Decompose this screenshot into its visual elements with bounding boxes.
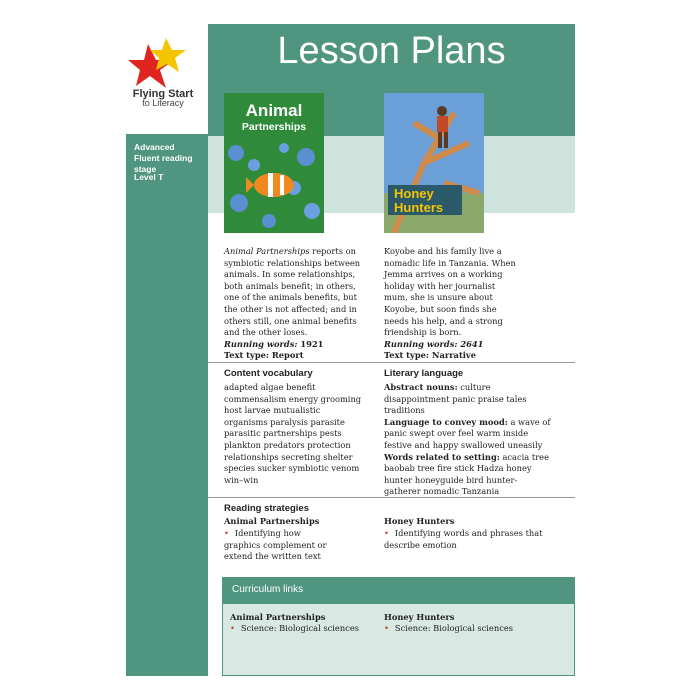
running-words-label: Running words: (384, 338, 458, 349)
bullet-icon: • (230, 623, 235, 633)
text-type-value: Narrative (431, 350, 477, 361)
sidebar (126, 134, 208, 676)
abstract-nouns-value: culture disappointment panic praise tales traditions (384, 382, 527, 416)
abstract-nouns-label: Abstract nouns: (384, 382, 458, 392)
setting-value: acacia tree baobab tree fire stick Hadza honey hunter honeyguide bird hunter-gatherer nomadic Tanzania (384, 451, 549, 497)
text-type-label: Text type: (384, 350, 429, 361)
reading-col2-title: Honey Hunters (384, 516, 455, 526)
content-vocabulary-heading: Content vocabulary (224, 368, 313, 379)
running-words-value: 2641 (460, 338, 484, 349)
bullet-icon: • (224, 528, 229, 538)
section-divider (208, 362, 575, 363)
literary-language-heading: Literary language (384, 368, 464, 379)
cover-title-line1: Honey (394, 186, 434, 201)
reading-col2-bullet: • Identifying words and phrases that describe emotion (384, 528, 543, 550)
cover-title-line2: Hunters (394, 200, 444, 215)
curriculum-col2-title: Honey Hunters (384, 612, 455, 622)
section-divider (208, 497, 575, 498)
setting-label: Words related to setting: (384, 451, 500, 462)
honey-hunters-description (384, 246, 516, 362)
animal-partnerships-cover (224, 93, 324, 233)
literary-language-body (384, 382, 552, 498)
logo-text: Flying Start (132, 88, 194, 100)
content-vocabulary-words: adapted algae benefit commensalism energy grooming host larvae mutualistic organisms paralysis parasite parasitic partnerships pests plankton predators protection relationships secreting shelter species sucker symbiotic venom win–win (224, 382, 362, 485)
curriculum-links-heading: Curriculum links (232, 584, 304, 595)
mood-value: a wave of panic swept over feel warm inside festive and happy swallowed uneasily (384, 416, 551, 450)
running-words-value: 1921 (300, 338, 324, 349)
curriculum-col1-title: Animal Partnerships (230, 612, 326, 622)
bullet-icon: • (384, 623, 389, 633)
level-label: Level T (134, 172, 164, 182)
book-title-italic: Animal Partnerships (224, 246, 310, 256)
mood-label: Language to convey mood: (384, 416, 508, 427)
bullet-icon: • (384, 528, 389, 538)
page-title: Lesson Plans (277, 30, 506, 72)
reading-col1-title: Animal Partnerships (224, 516, 320, 526)
text-type-value: Report (271, 350, 304, 361)
honey-hunters-cover (384, 93, 484, 233)
cover-title-line1: Animal (245, 101, 303, 120)
cover-title-line2: Partnerships (241, 121, 307, 133)
running-words-label: Running words: (224, 338, 298, 349)
description-text: Koyobe and his family live a nomadic life in Tanzania. When Jemma arrives on a working holiday with her journalist mum, she is unsure about Koyobe, but soon finds she needs his help, and a strong friendship is born. (384, 246, 516, 338)
reading-col1-bullet: • Identifying how graphics complement or extend the written text (224, 528, 327, 562)
curriculum-col2-bullet: • Science: Biological sciences (384, 623, 514, 633)
description-text: reports on symbiotic relationships between animals. In some relationships, both animals benefit; in others, one of the animals benefits, but the other is not affected; and in others still, one animal benefits and the other loses. (224, 246, 361, 338)
animal-partnerships-description (224, 246, 366, 362)
curriculum-col1-bullet: • Science: Biological sciences (230, 623, 360, 633)
reading-stage-label: Advanced Fluent reading stage (134, 142, 193, 174)
logo-subtext: to Literacy (142, 98, 184, 108)
reading-strategies-heading: Reading strategies (224, 503, 309, 514)
text-type-label: Text type: (224, 350, 269, 361)
